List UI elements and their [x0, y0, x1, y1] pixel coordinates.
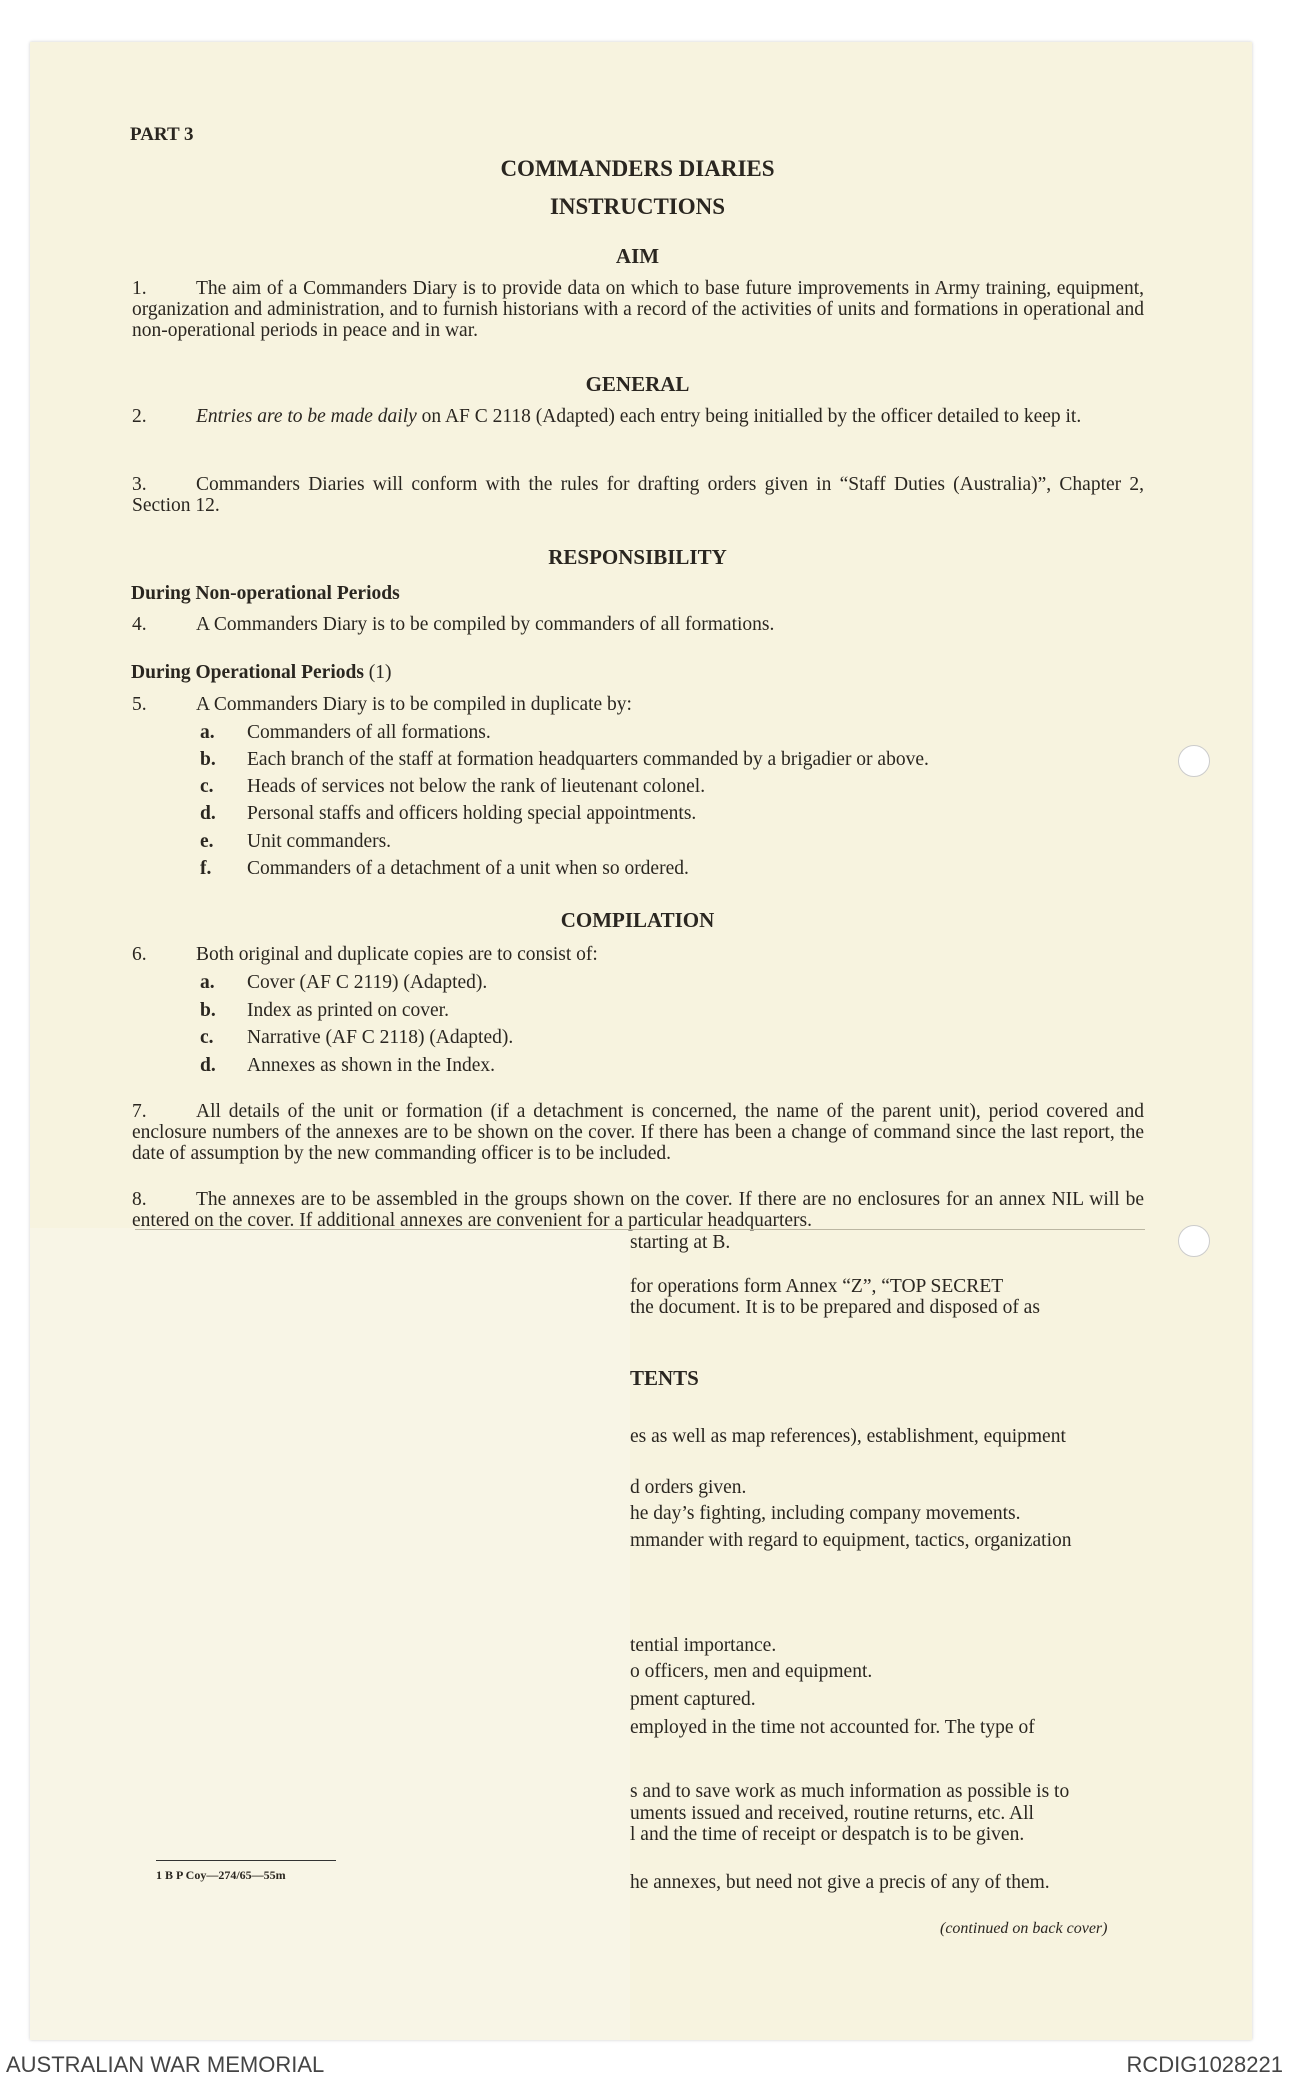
paragraph-7 [132, 1101, 1144, 1164]
para-number: 2. [132, 406, 147, 427]
partial-text-line: l and the time of receipt or despatch is to be given. [630, 1824, 1025, 1845]
list-item [200, 1000, 449, 1022]
para-text: Commanders Diaries will conform with the rules for drafting orders given in “Staff Duties (Australia)”, Chapter 2, Section 12. [132, 474, 1144, 516]
paragraph-5 [132, 694, 1144, 715]
partial-text-line: for operations form Annex “Z”, “TOP SECRET [630, 1276, 1004, 1297]
list-item [200, 858, 689, 880]
list-item [200, 1027, 513, 1049]
para-number: 7. [132, 1101, 147, 1122]
para-emphasis: Entries are to be made daily [196, 406, 417, 427]
list-item [200, 803, 696, 825]
partial-text-line: uments issued and received, routine returns, etc. All [630, 1803, 1034, 1824]
partial-text-line: es as well as map references), establishment, equipment [630, 1426, 1066, 1447]
heading-compilation: COMPILATION [560, 908, 715, 932]
partial-text-line: d orders given. [630, 1477, 747, 1498]
item-letter: e. [200, 831, 214, 852]
heading-general: GENERAL [585, 372, 690, 396]
para-number: 5. [132, 694, 147, 715]
list-item [200, 972, 487, 994]
partial-text-line: he annexes, but need not give a precis of any of them. [630, 1872, 1050, 1893]
subheading-operational [131, 662, 392, 684]
item-text: Each branch of the staff at formation headquarters commanded by a brigadier or above. [247, 749, 929, 770]
printer-note: 1 B P Coy—274/65—55m [156, 1860, 336, 1886]
footer-source: AUSTRALIAN WAR MEMORIAL [6, 2052, 325, 2077]
list-item [200, 749, 929, 771]
para-text: The annexes are to be assembled in the groups shown on the cover. If there are no enclosures for an annex NIL will be entered on the cover. If additional annexes are convenient for a particular headquarters. [132, 1189, 1144, 1231]
heading-contents-partial: TENTS [630, 1366, 699, 1390]
item-text: Index as printed on cover. [247, 1000, 449, 1021]
item-letter: a. [200, 972, 215, 993]
partial-text-line: starting at B. [630, 1232, 731, 1253]
item-letter: d. [200, 1055, 216, 1076]
paragraph-6 [132, 944, 1144, 965]
paragraph-4 [132, 614, 1144, 635]
fold-line [135, 1229, 1145, 1230]
partial-text-line: s and to save work as much information as possible is to [630, 1781, 1070, 1802]
para-number: 6. [132, 944, 147, 965]
item-text: Personal staffs and officers holding special appointments. [247, 803, 697, 824]
partial-text-line: he day’s fighting, including company movements. [630, 1503, 1021, 1524]
item-letter: c. [200, 1027, 214, 1048]
item-text: Commanders of all formations. [247, 722, 491, 743]
item-text: Cover (AF C 2119) (Adapted). [247, 972, 488, 993]
item-letter: b. [200, 1000, 216, 1021]
footer-id: RCDIG1028221 [1126, 2052, 1283, 2077]
heading-aim: AIM [615, 244, 660, 268]
paragraph-1 [132, 278, 1144, 341]
para-number: 4. [132, 614, 147, 635]
item-text: Unit commanders. [247, 831, 392, 852]
subheading-text: During Operational Periods [131, 662, 364, 683]
punch-hole [1178, 745, 1210, 777]
item-text: Heads of services not below the rank of lieutenant colonel. [247, 776, 706, 797]
partial-text-line: mmander with regard to equipment, tactics, organization [630, 1530, 1072, 1551]
continued-note: (continued on back cover) [940, 1920, 1108, 1937]
para-number: 8. [132, 1189, 147, 1210]
folded-flap [30, 1228, 630, 2040]
partial-text-line: o officers, men and equipment. [630, 1661, 873, 1682]
partial-text-line: the document. It is to be prepared and disposed of as [630, 1297, 1040, 1318]
item-letter: a. [200, 722, 215, 743]
para-text: All details of the unit or formation (if a detachment is concerned, the name of the parent unit), period covered and enclosure numbers of the annexes are to be shown on the cover. If there has been a change of command since the last report, the date of assumption by the new commanding officer is to be included. [132, 1101, 1144, 1164]
partial-text-line: tential importance. [630, 1635, 777, 1656]
item-letter: f. [200, 858, 212, 879]
subheading-note: (1) [368, 662, 392, 683]
para-number: 3. [132, 474, 147, 495]
para-text: A Commanders Diary is to be compiled in duplicate by: [196, 694, 632, 715]
heading-responsibility: RESPONSIBILITY [548, 545, 727, 569]
list-item [200, 722, 491, 744]
para-text: on AF C 2118 (Adapted) each entry being initialled by the officer detailed to keep it. [416, 406, 1082, 427]
item-text: Annexes as shown in the Index. [247, 1055, 496, 1076]
list-item [200, 1055, 495, 1077]
para-text: The aim of a Commanders Diary is to provide data on which to base future improvements in Army training, equipment, organization and administration, and to furnish historians with a record of the activities of units and formations in operational and non-operational periods in peace and in war. [132, 278, 1144, 341]
item-letter: b. [200, 749, 216, 770]
list-item [200, 831, 391, 853]
page-subtitle: INSTRUCTIONS [549, 194, 726, 219]
item-letter: d. [200, 803, 216, 824]
partial-text-line: employed in the time not accounted for. The type of [630, 1717, 1035, 1738]
partial-text-line: pment captured. [630, 1689, 756, 1710]
page-title: COMMANDERS DIARIES [500, 156, 775, 181]
subheading-non-operational: During Non-operational Periods [131, 583, 400, 604]
para-text: A Commanders Diary is to be compiled by commanders of all formations. [196, 614, 775, 635]
list-item [200, 776, 705, 798]
item-text: Commanders of a detachment of a unit when so ordered. [247, 858, 689, 879]
para-number: 1. [132, 278, 147, 299]
paragraph-3 [132, 474, 1144, 516]
item-letter: c. [200, 776, 214, 797]
part-label: PART 3 [130, 124, 194, 145]
paragraph-2 [132, 406, 1144, 427]
paragraph-8 [132, 1189, 1144, 1231]
punch-hole [1178, 1225, 1210, 1257]
para-text: Both original and duplicate copies are to consist of: [196, 944, 598, 965]
item-text: Narrative (AF C 2118) (Adapted). [247, 1027, 514, 1048]
